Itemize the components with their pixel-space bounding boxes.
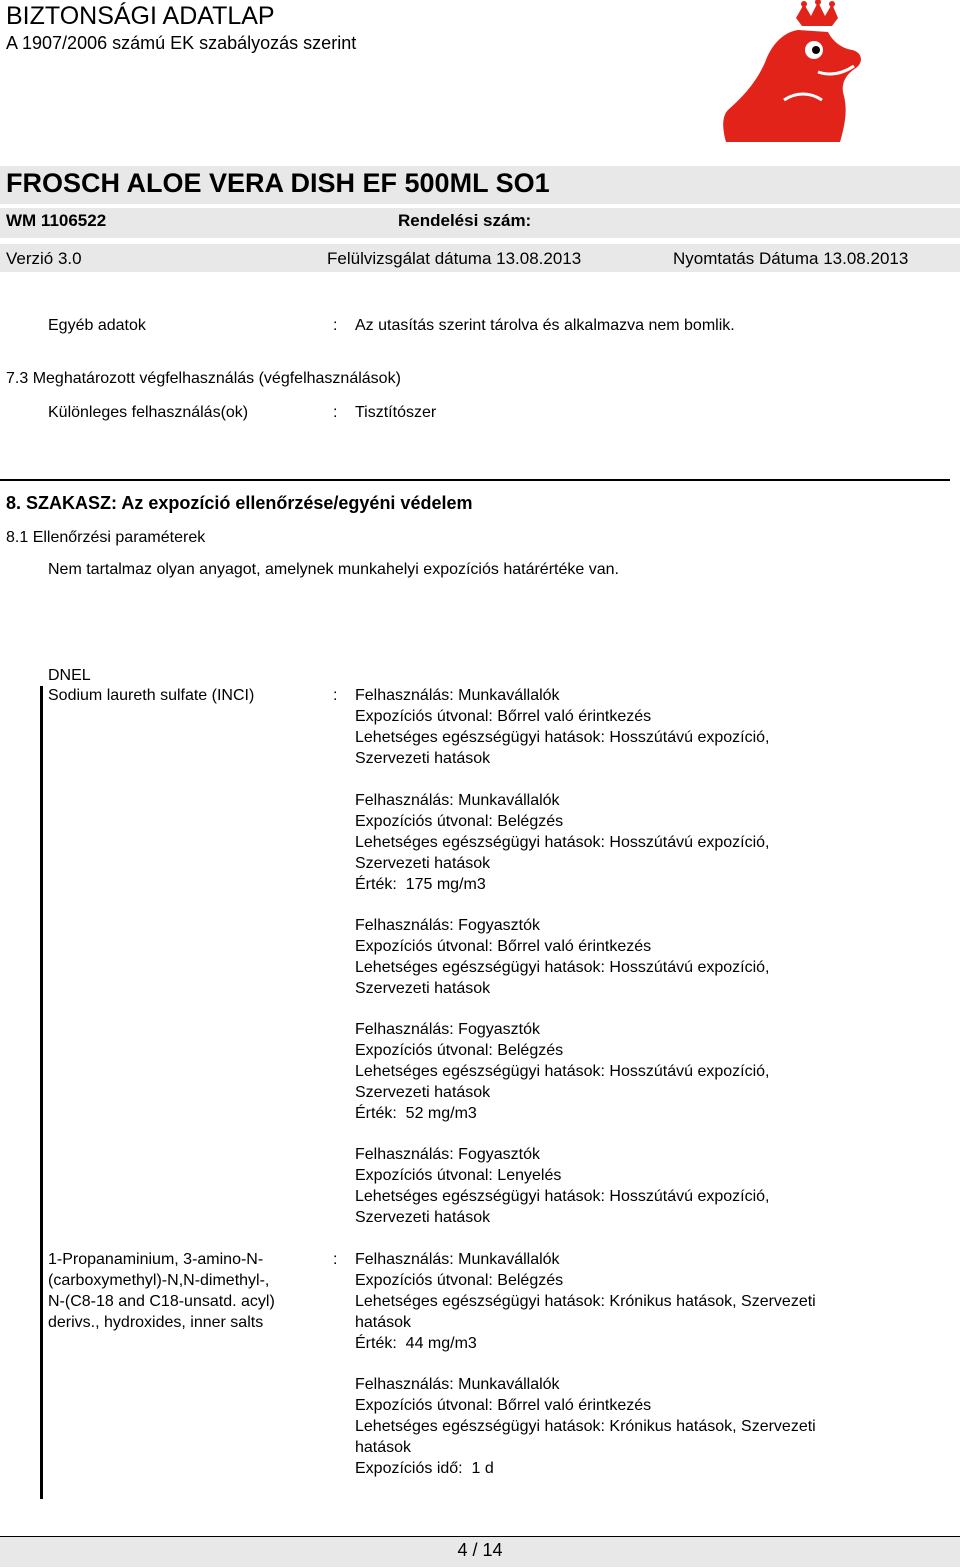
substance-separator: : <box>333 687 338 704</box>
order-number-label: Rendelési szám: <box>398 211 532 230</box>
dnel-line: Felhasználás: Fogyasztók <box>355 1021 540 1038</box>
dnel-block-bar <box>40 686 43 1499</box>
page-number: 4 / 14 <box>457 1540 503 1560</box>
other-data-label: Egyéb adatok <box>48 317 146 334</box>
dnel-line: Felhasználás: Munkavállalók <box>355 687 560 704</box>
substance-name: 1-Propanaminium, 3-amino-N- <box>48 1251 264 1268</box>
exposure-limit-note: Nem tartalmaz olyan anyagot, amelynek munkahelyi expozíciós határértéke van. <box>48 561 619 578</box>
dnel-value: Érték: 52 mg/m3 <box>355 1105 477 1122</box>
dnel-line: Szervezeti hatások <box>355 750 491 767</box>
dnel-line: Expozíciós útvonal: Bőrrel való érintkezés <box>355 1397 652 1414</box>
product-code: WM 1106522 <box>6 211 107 230</box>
regulation-subtitle: A 1907/2006 számú EK szabályozás szerint <box>6 33 357 53</box>
dnel-label: DNEL <box>48 667 91 684</box>
dnel-line: Felhasználás: Fogyasztók <box>355 1146 540 1163</box>
print-date: Nyomtatás Dátuma 13.08.2013 <box>673 249 909 268</box>
dnel-line: Expozíciós útvonal: Belégzés <box>355 813 564 830</box>
dnel-line: Lehetséges egészségügyi hatások: Hosszútávú expozíció, <box>355 834 770 851</box>
substance-name: Sodium laureth sulfate (INCI) <box>48 687 255 704</box>
special-use-separator: : <box>333 404 338 421</box>
dnel-line: Lehetséges egészségügyi hatások: Hosszútávú expozíció, <box>355 1188 770 1205</box>
dnel-value: Expozíciós idő: 1 d <box>355 1460 494 1477</box>
section-8-1-heading: 8.1 Ellenőrzési paraméterek <box>6 529 206 546</box>
substance-name: (carboxymethyl)-N,N-dimethyl-, <box>48 1272 270 1289</box>
substance-name: N-(C8-18 and C18-unsatd. acyl) <box>48 1293 275 1310</box>
dnel-line: hatások <box>355 1439 412 1456</box>
dnel-value: Érték: 44 mg/m3 <box>355 1335 477 1352</box>
substance-name: derivs., hydroxides, inner salts <box>48 1314 264 1331</box>
dnel-line: Expozíciós útvonal: Belégzés <box>355 1272 564 1289</box>
dnel-line: Szervezeti hatások <box>355 855 491 872</box>
dnel-line: Expozíciós útvonal: Bőrrel való érintkezés <box>355 938 652 955</box>
special-use-label: Különleges felhasználás(ok) <box>48 404 249 421</box>
dnel-line: Lehetséges egészségügyi hatások: Hosszútávú expozíció, <box>355 729 770 746</box>
other-data-value: Az utasítás szerint tárolva és alkalmazva nem bomlik. <box>355 317 735 334</box>
dnel-line: Felhasználás: Munkavállalók <box>355 1251 560 1268</box>
dnel-line: Szervezeti hatások <box>355 1209 491 1226</box>
dnel-line: Felhasználás: Munkavállalók <box>355 1376 560 1393</box>
document-title: BIZTONSÁGI ADATLAP <box>6 2 275 30</box>
dnel-line: Felhasználás: Fogyasztók <box>355 917 540 934</box>
version-label: Verzió 3.0 <box>6 249 82 268</box>
dnel-line: hatások <box>355 1314 412 1331</box>
dnel-line: Expozíciós útvonal: Lenyelés <box>355 1167 562 1184</box>
substance-separator: : <box>333 1251 338 1268</box>
product-name: FROSCH ALOE VERA DISH EF 500ML SO1 <box>6 168 550 198</box>
revision-date: Felülvizsgálat dátuma 13.08.2013 <box>327 249 582 268</box>
dnel-line: Expozíciós útvonal: Belégzés <box>355 1042 564 1059</box>
dnel-line: Szervezeti hatások <box>355 1084 491 1101</box>
dnel-line: Lehetséges egészségügyi hatások: Hosszútávú expozíció, <box>355 959 770 976</box>
dnel-line: Szervezeti hatások <box>355 980 491 997</box>
frog-crown-logo-icon <box>714 0 864 148</box>
other-data-separator: : <box>333 317 338 334</box>
special-use-value: Tisztítószer <box>355 404 437 421</box>
dnel-line: Lehetséges egészségügyi hatások: Hosszútávú expozíció, <box>355 1063 770 1080</box>
dnel-line: Felhasználás: Munkavállalók <box>355 792 560 809</box>
dnel-value: Érték: 175 mg/m3 <box>355 876 486 893</box>
section-8-heading: 8. SZAKASZ: Az expozíció ellenőrzése/egyéni védelem <box>6 493 473 513</box>
dnel-line: Expozíciós útvonal: Bőrrel való érintkezés <box>355 708 652 725</box>
section-divider <box>0 479 950 481</box>
section-7-3-heading: 7.3 Meghatározott végfelhasználás (végfelhasználások) <box>6 370 401 387</box>
dnel-line: Lehetséges egészségügyi hatások: Krónikus hatások, Szervezeti <box>355 1418 816 1435</box>
dnel-line: Lehetséges egészségügyi hatások: Krónikus hatások, Szervezeti <box>355 1293 816 1310</box>
